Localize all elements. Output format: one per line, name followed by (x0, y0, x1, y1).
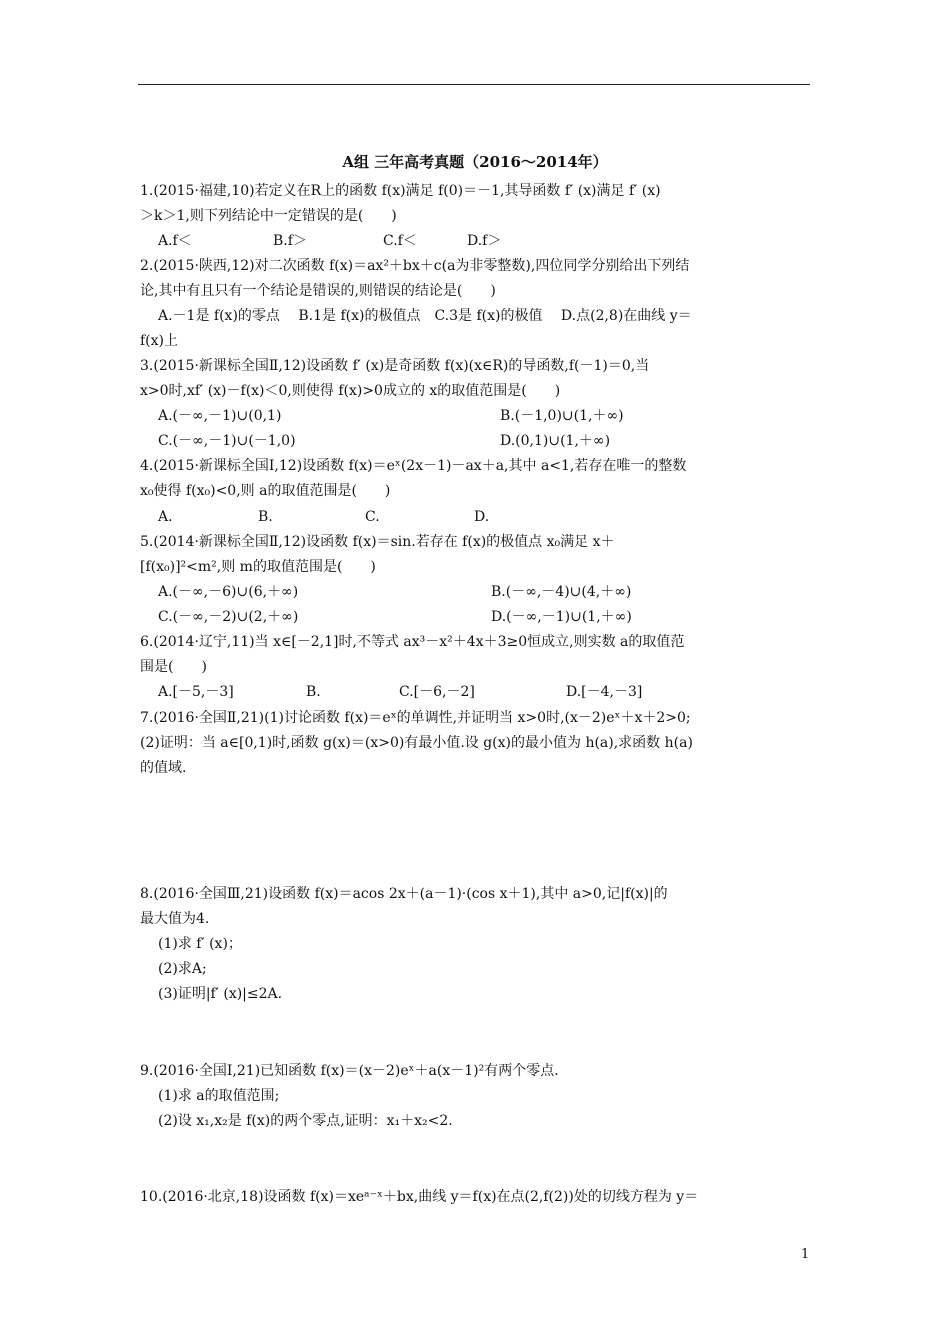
q8-line2: 最大值为4. (140, 911, 210, 927)
q9-sub1: (1)求 a的取值范围; (158, 1088, 280, 1104)
q1-option-c: C.f＜ (383, 233, 417, 249)
q1-line1: 1.(2015·福建,10)若定义在R上的函数 f(x)满足 f(0)＝－1,其导函数 f′ (x)满足 f′ (x) (140, 183, 661, 199)
q1-option-b: B.f＞ (273, 233, 307, 249)
q2-line4: f(x)上 (140, 333, 179, 349)
q9-line1: 9.(2016·全国Ⅰ,21)已知函数 f(x)＝(x－2)eˣ＋a(x－1)²有两个零点. (140, 1063, 559, 1079)
q10-line1: 10.(2016·北京,18)设函数 f(x)＝xeᵃ⁻ˣ＋bx,曲线 y＝f(x)在点(2,f(2))处的切线方程为 y＝ (140, 1189, 699, 1205)
q6-line2: 围是( ) (140, 659, 207, 675)
q7-line3: 的值域. (140, 760, 187, 776)
q3-line1: 3.(2015·新课标全国Ⅱ,12)设函数 f′ (x)是奇函数 f(x)(x∈R)的导函数,f(－1)＝0,当 (140, 358, 650, 374)
q8-sub3: (3)证明|f′ (x)|≤2A. (158, 986, 283, 1002)
q4-line1: 4.(2015·新课标全国Ⅰ,12)设函数 f(x)＝eˣ(2x－1)－ax＋a,其中 a<1,若存在唯一的整数 (140, 458, 687, 474)
header-rule (138, 84, 810, 85)
q6-line1: 6.(2014·辽宁,11)当 x∈[－2,1]时,不等式 ax³－x²＋4x＋3≥0恒成立,则实数 a的取值范 (140, 634, 685, 650)
q6-option-a: A.[－5,－3] (158, 684, 234, 700)
q3-option-c: C.(－∞,－1)∪(－1,0) (158, 433, 296, 449)
q2-line3: A.－1是 f(x)的零点 B.1是 f(x)的极值点 C.3是 f(x)的极值 D.点(2,8)在曲线 y＝ (158, 308, 692, 324)
q3-line2: x>0时,xf′ (x)－f(x)＜0,则使得 f(x)>0成立的 x的取值范围是( ) (140, 383, 561, 399)
q4-option-c: C. (365, 509, 380, 525)
q8-sub2: (2)求A; (158, 961, 207, 977)
q8-sub1: (1)求 f′ (x)； (158, 936, 242, 952)
q3-option-a: A.(－∞,－1)∪(0,1) (158, 408, 282, 424)
q5-option-a: A.(－∞,－6)∪(6,＋∞) (158, 584, 299, 600)
q2-line2: 论,其中有且只有一个结论是错误的,则错误的结论是( ) (140, 283, 496, 299)
q9-sub2: (2)设 x₁,x₂是 f(x)的两个零点,证明：x₁＋x₂<2. (158, 1113, 453, 1129)
q5-option-d: D.(－∞,－1)∪(1,＋∞) (491, 609, 632, 625)
q7-line1: 7.(2016·全国Ⅱ,21)(1)讨论函数 f(x)＝eˣ的单调性,并证明当 x>0时,(x－2)eˣ＋x＋2>0; (140, 710, 691, 726)
section-title: A组 三年高考真题（2016～2014年） (342, 153, 608, 171)
q5-option-b: B.(－∞,－4)∪(4,＋∞) (491, 584, 632, 600)
q5-line2: [f(x₀)]²<m²,则 m的取值范围是( ) (140, 559, 376, 575)
q4-option-d: D. (474, 509, 490, 525)
q6-option-d: D.[－4,－3] (566, 684, 643, 700)
page-number: 1 (801, 1247, 810, 1262)
q1-option-a: A.f＜ (158, 233, 192, 249)
q3-option-d: D.(0,1)∪(1,＋∞) (500, 433, 611, 449)
q5-line1: 5.(2014·新课标全国Ⅱ,12)设函数 f(x)＝sin.若存在 f(x)的极值点 x₀满足 x＋ (140, 534, 615, 550)
q4-line2: x₀使得 f(x₀)<0,则 a的取值范围是( ) (140, 483, 391, 499)
q7-line2: (2)证明：当 a∈[0,1)时,函数 g(x)＝(x>0)有最小值.设 g(x)的最小值为 h(a),求函数 h(a) (140, 735, 693, 751)
q6-option-c: C.[－6,－2] (399, 684, 475, 700)
q1-option-d: D.f＞ (467, 233, 502, 249)
q5-option-c: C.(－∞,－2)∪(2,＋∞) (158, 609, 299, 625)
q4-option-a: A. (158, 509, 173, 525)
q4-option-b: B. (258, 509, 273, 525)
q6-option-b: B. (306, 684, 321, 700)
q1-line2: ＞k＞1,则下列结论中一定错误的是( ) (140, 208, 397, 224)
q8-line1: 8.(2016·全国Ⅲ,21)设函数 f(x)＝acos 2x＋(a－1)·(cos x＋1),其中 a>0,记|f(x)|的 (140, 886, 668, 902)
q3-option-b: B.(－1,0)∪(1,＋∞) (500, 408, 624, 424)
q2-line1: 2.(2015·陕西,12)对二次函数 f(x)＝ax²＋bx＋c(a为非零整数),四位同学分别给出下列结 (140, 258, 690, 274)
